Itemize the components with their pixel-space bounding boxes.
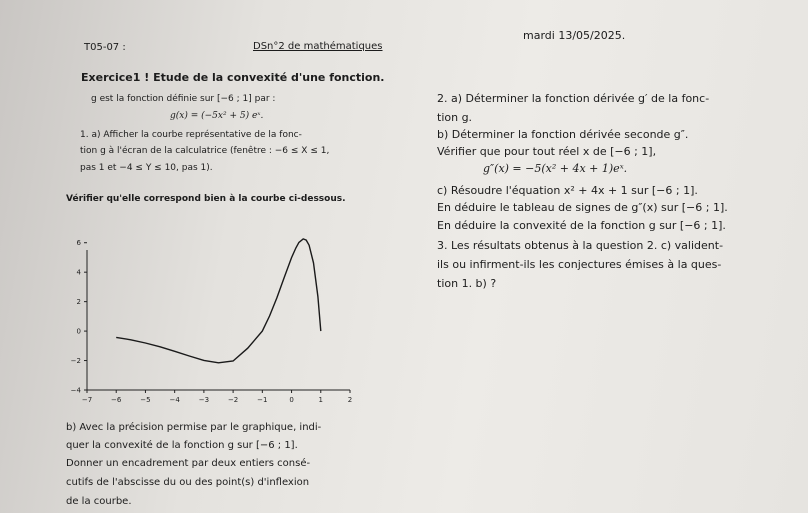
q1b-line4: cutifs de l'abscisse du ou des point(s) d'inflexion	[66, 477, 310, 488]
q2a-line1: 2. a) Déterminer la fonction dérivée g′ de la fonc-	[437, 92, 710, 105]
q3-line3: tion 1. b) ?	[437, 277, 497, 290]
y-tick-label: 6	[76, 239, 81, 248]
x-tick-label: −7	[81, 396, 93, 404]
y-tick-label: 0	[76, 327, 81, 336]
function-graph	[60, 218, 360, 406]
q2b-line2: Vérifier que pour tout réel x de [−6 ; 1],	[437, 145, 657, 158]
y-tick-label: −2	[70, 357, 81, 366]
q1b-line3: Donner un encadrement par deux entiers consé-	[66, 458, 311, 469]
q1b-line1: b) Avec la précision permise par le graphique, indi-	[66, 422, 322, 433]
x-tick-label: −3	[198, 396, 210, 404]
q2c-line2: En déduire le tableau de signes de g″(x) sur [−6 ; 1].	[437, 201, 728, 214]
y-tick-label: −4	[70, 386, 81, 395]
q2a-line2: tion g.	[437, 111, 473, 124]
q1b-line2: quer la convexité de la fonction g sur [−6 ; 1].	[66, 440, 298, 451]
x-tick-label: 2	[347, 396, 353, 404]
verify-instruction: Vérifier qu'elle correspond bien à la courbe ci-dessous.	[66, 194, 346, 204]
y-tick-label: 4	[76, 268, 81, 277]
q1a-line1: 1. a) Afficher la courbe représentative de la fonc-	[80, 130, 302, 140]
q2b-line1: b) Déterminer la fonction dérivée seconde g″.	[437, 128, 689, 141]
q3-line1: 3. Les résultats obtenus à la question 2. c) valident-	[437, 239, 724, 252]
q3-line2: ils ou infirment-ils les conjectures émises à la ques-	[437, 258, 722, 271]
page-title: DSn°2 de mathématiques	[253, 41, 383, 52]
date: mardi 13/05/2025.	[523, 29, 626, 42]
x-tick-label: −1	[257, 396, 268, 404]
x-tick-label: −5	[140, 396, 151, 404]
graph-axes	[87, 250, 350, 390]
q2b-formula: g″(x) = −5(x² + 4x + 1)eˣ.	[483, 162, 628, 175]
curve-g	[116, 239, 321, 363]
q1b-line5: de la courbe.	[66, 496, 132, 507]
class-code: T05-07 :	[84, 42, 126, 53]
x-tick-label: −4	[169, 396, 180, 404]
q2c-line3: En déduire la convexité de la fonction g sur [−6 ; 1].	[437, 219, 726, 232]
g-formula: g(x) = (−5x² + 5) eˣ.	[170, 111, 264, 121]
exercise-heading: Exercice1 ! Etude de la convexité d'une fonction.	[81, 71, 385, 84]
q2c-line1: c) Résoudre l'équation x² + 4x + 1 sur [−6 ; 1].	[437, 184, 698, 197]
q1a-line3: pas 1 et −4 ≤ Y ≤ 10, pas 1).	[80, 163, 213, 173]
x-tick-label: 1	[318, 396, 324, 404]
x-tick-label: −6	[111, 396, 122, 404]
y-tick-label: 2	[76, 298, 81, 307]
q1a-line2: tion g à l'écran de la calculatrice (fenêtre : −6 ≤ X ≤ 1,	[80, 146, 330, 156]
x-tick-label: −2	[227, 396, 239, 404]
intro-text: g est la fonction définie sur [−6 ; 1] par :	[91, 94, 276, 104]
x-tick-label: 0	[289, 396, 294, 404]
